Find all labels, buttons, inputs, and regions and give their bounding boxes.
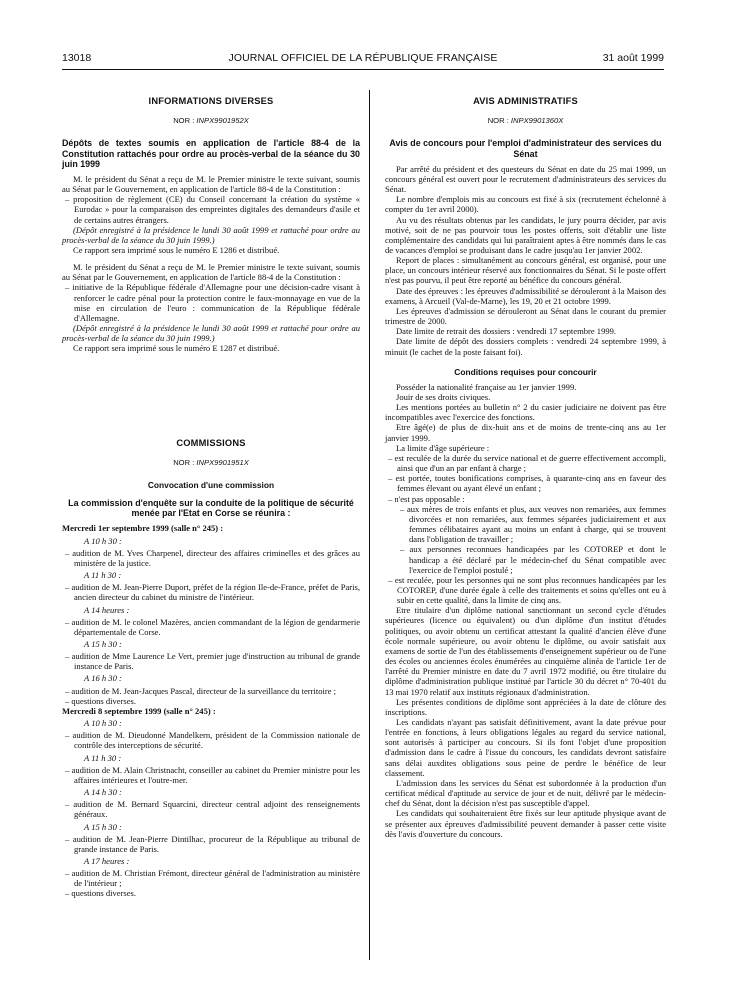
issue-date: 31 août 1999 — [602, 52, 664, 64]
left-column — [62, 96, 360, 899]
schedule-time: A 14 h 30 : — [84, 787, 122, 798]
schedule-item: – audition de M. Alain Christnacht, conseiller au cabinet du Premier ministre pour les affaires intérieures et l'outre-mer. — [65, 764, 360, 785]
schedule-item: – audition de M. Bernard Squarcini, directeur central adjoint des renseignements généraux. — [65, 799, 360, 820]
schedule-item: – audition de M. le colonel Mazères, ancien commandant de la légion de gendarmerie départementale de Corse. — [65, 616, 360, 637]
age-limit-item: – est portée, toutes bonifications comprises, à quarante-cinq ans en faveur des femmes élevant ou ayant élevé un enfant ; — [388, 473, 666, 494]
schedule-time: A 16 h 30 : — [84, 673, 122, 684]
journal-title: JOURNAL OFFICIEL DE LA RÉPUBLIQUE FRANÇAISE — [228, 52, 498, 64]
session-day: Mercredi 8 septembre 1999 (salle n° 245) : — [62, 705, 216, 716]
age-limit-item: – est reculée de la durée du service national et de guerre effectivement accompli, ainsi que d'un an par enfant à charge ; — [388, 452, 666, 474]
schedule-day-1 — [62, 536, 360, 706]
session-day: Mercredi 1er septembre 1999 (salle n° 245) : — [62, 523, 224, 534]
schedule-item: – audition de M. Jean-Jacques Pascal, directeur de la surveillance du territoire ; — [65, 685, 337, 696]
page-number: 13018 — [62, 52, 92, 64]
schedule-day-2 — [62, 718, 360, 899]
schedule-time: A 17 heures : — [84, 855, 130, 866]
right-column — [385, 96, 666, 839]
schedule-time: A 11 h 30 : — [84, 570, 122, 581]
schedule-item: – questions diverses. — [65, 888, 136, 899]
age-limit-subitem: – aux personnes reconnues handicapées par les COTOREP et dont le handicap a été déclaré par le médecin-chef du Sénat compatible avec l'exercice de l'emploi postulé ; — [400, 544, 666, 575]
section-title-avis: AVIS ADMINISTRATIFS — [473, 96, 578, 106]
paragraph: Report de places : simultanément au concours général, est organisé, pour une place, un concours intérieur réservé aux fonctionnaires du Sénat. Si le poste offert n'est pas pourvu, il peut être reporté au bénéfice du concours général. — [385, 255, 666, 286]
section-title-commissions: COMMISSIONS — [176, 437, 246, 448]
deposit-note: (Dépôt enregistré à la présidence le lundi 30 août 1999 et rattaché pour ordre au procès-verbal de la séance du 30 juin 1999.) — [62, 224, 360, 245]
schedule-item: – audition de M. Dieudonné Mandelkern, président de la Commission nationale de contrôle des interceptions de sécurité. — [65, 730, 360, 751]
condition: La limite d'âge supérieure : — [396, 442, 490, 453]
condition: Les mentions portées au bulletin n° 2 du casier judiciaire ne doivent pas être incompatibles avec l'exercice des fonctions. — [385, 402, 666, 423]
paragraph: Le nombre d'emplois mis au concours est fixé à six (recrutement échelonné à compter du 1er avril 2000). — [385, 194, 666, 215]
paragraph: Par arrêté du président et des questeurs du Sénat en date du 25 mai 1999, un concours général est ouvert pour le recrutement d'administrateurs des services du Sénat. — [385, 163, 666, 195]
schedule-time: A 11 h 30 : — [84, 752, 122, 763]
paragraph: Au vu des résultats obtenus par les candidats, le jury pourra décider, par avis motivé, soit de ne pas pourvoir tous les postes offerts, soit d'établir une liste complémentaire des candidats qui lui paraîtraient aptes à être nommés dans le cas de vacances d'emploi se produisant dans le cadre jusqu'au 1er janvier 2002. — [385, 214, 666, 255]
deposit-note: (Dépôt enregistré à la présidence le lundi 30 août 1999 et rattaché pour ordre au procès-verbal de la séance du 30 juin 1999.) — [62, 323, 360, 344]
schedule-item: – audition de M. Jean-Pierre Duport, préfet de la région Ile-de-France, préfet de Paris, ancien directeur du cabinet du ministre de l'intérieur. — [65, 582, 360, 603]
paragraph: M. le président du Sénat a reçu de M. le Premier ministre le texte suivant, soumis au Sénat par le Gouvernement, en application de l'article 88-4 de la Constitution : — [62, 173, 360, 195]
section-title-informations: INFORMATIONS DIVERSES — [148, 96, 274, 106]
schedule-time: A 10 h 30 : — [84, 535, 122, 546]
paragraph: Ce rapport sera imprimé sous le numéro E 1286 et distribué. — [73, 245, 280, 256]
paragraph: Date limite de dépôt des dossiers complets : vendredi 24 septembre 1999, à minuit (le cachet de la poste faisant foi). — [385, 336, 666, 357]
schedule-item: – audition de M. Jean-Pierre Dintilhac, procureur de la République au tribunal de grande instance de Paris. — [65, 833, 360, 854]
paragraph: Les présentes conditions de diplôme sont appréciées à la date de clôture des inscriptions. — [385, 696, 666, 717]
paragraph: Date limite de retrait des dossiers : vendredi 17 septembre 1999. — [396, 326, 617, 337]
condition: Etre âgé(e) de plus de dix-huit ans et de moins de trente-cinq ans au 1er janvier 1999. — [385, 422, 666, 443]
header-rule — [62, 69, 664, 70]
column-divider — [369, 90, 370, 960]
list-item: – initiative de la République fédérale d'Allemagne pour une décision-cadre visant à renforcer le cadre pénal pour la protection contre le faux-monnayage en vue de la mise en circulation de l'euro : communication de la République fédérale d'Allemagne. — [65, 282, 360, 323]
schedule-time: A 14 heures : — [84, 604, 130, 615]
age-limit-subitem: – aux mères de trois enfants et plus, aux veuves non remariées, aux femmes divorcées et non remariées, aux femmes séparées judiciairement et aux femmes célibataires ayant au moins un enfant à charge, qui se trouvent dans l'obligation de travailler ; — [400, 503, 666, 545]
condition: Jouir de ses droits civiques. — [396, 392, 491, 402]
paragraph: Etre titulaire d'un diplôme national sanctionnant un second cycle d'études supérieures (licence ou équivalent) ou d'un diplôme d'un institut d'études politiques, ou avoir obtenu un certificat attestant la qualité d'ancien élève d'une école normale supérieure, ou avoir obtenu le diplôme, ou avoir satisfait aux examens de sortie de l'un des établissements d'enseignement supérieur ou de l'une des écoles ou anciennes écoles énumérées au cinquième alinéa de l'article 1er de l'arrêté du Premier ministre en date du 7 avril 1972 modifié, ou être titulaire du diplôme d'administration publique institué par l'article 30 du décret n° 70-401 du 13 mai 1970 relatif aux instituts régionaux d'administration. — [385, 605, 666, 697]
page-header — [62, 52, 664, 66]
paragraph: Date des épreuves : les épreuves d'admissibilité se dérouleront à la Maison des examens, à Arcueil (Val-de-Marne), les 19, 20 et 21 octobre 1999. — [385, 285, 666, 306]
subsection-title: Convocation d'une commission — [147, 479, 275, 490]
schedule-item: – audition de Mme Laurence Le Vert, premier juge d'instruction au tribunal de grande instance de Paris. — [65, 651, 360, 672]
nor-reference: NOR : INPX9901952X — [173, 116, 249, 126]
schedule-time: A 15 h 30 : — [84, 821, 122, 832]
schedule-time: A 10 h 30 : — [84, 718, 122, 729]
paragraph: Les candidats n'ayant pas satisfait définitivement, avant la date prévue pour l'entrée en fonctions, à leurs obligations légales au regard du service national, sont autorisés à participer au concours. Si ils font l'objet d'une proposition d'admission dans le cadre à l'issue du concours, les candidats devront satisfaire sans délai auxdites obligations sous peine de perdre le bénéfice de leur classement. — [385, 717, 666, 778]
age-limit-item: – n'est pas opposable : — [388, 493, 465, 504]
nor-reference: NOR : INPX9901951X — [173, 457, 249, 467]
conditions-title: Conditions requises pour concourir — [454, 366, 597, 377]
commission-heading: La commission d'enquête sur la conduite de la politique de sécurité menée par l'Etat en Corse se réunira : — [68, 498, 354, 519]
schedule-item: – audition de M. Christian Frémont, directeur général de l'administration au ministère de l'intérieur ; — [65, 868, 360, 889]
paragraph: Ce rapport sera imprimé sous le numéro E 1287 et distribué. — [73, 343, 280, 354]
list-item: – proposition de règlement (CE) du Conseil concernant la création du système « Eurodac » pour la comparaison des empreintes digitales des demandeurs d'asile et de certains autres étrangers. — [65, 194, 360, 225]
schedule-item: – audition de M. Yves Charpenel, directeur des affaires criminelles et des grâces au ministère de la justice. — [65, 547, 360, 568]
condition: Posséder la nationalité française au 1er janvier 1999. — [396, 381, 577, 392]
paragraph: M. le président du Sénat a reçu de M. le Premier ministre le texte suivant, soumis au Sénat par le Gouvernement, en application de l'article 88-4 de la Constitution : — [62, 262, 360, 283]
nor-reference: NOR : INPX9901360X — [487, 116, 564, 126]
article-heading: Dépôts de textes soumis en application de l'article 88-4 de la Constitution rattachés pour ordre au procès-verbal de la séance du 30 juin 1999 — [62, 138, 360, 169]
paragraph: Les candidats qui souhaiteraient être fixés sur leur aptitude physique avant de se présenter aux épreuves d'admissibilité peuvent demander à passer cette visite dès l'avis d'ouverture du concours. — [385, 808, 666, 839]
notice-heading: Avis de concours pour l'emploi d'administrateur des services du Sénat — [389, 138, 662, 159]
schedule-time: A 15 h 30 : — [84, 639, 122, 650]
paragraph: Les épreuves d'admission se dérouleront au Sénat dans le courant du premier trimestre de 2000. — [385, 305, 666, 327]
schedule-item: – questions diverses. — [65, 695, 136, 706]
age-limit-item: – est reculée, pour les personnes qui ne sont plus reconnues handicapées par les COTOREP, d'une durée égale à celle des traitements et soins qu'elles ont eu à subir en cette qualité, dans la limite de cinq ans. — [388, 574, 666, 606]
paragraph: L'admission dans les services du Sénat est subordonnée à la production d'un certificat médical d'aptitude au service de jour et de nuit, délivré par le médecin-chef du Sénat, dont la décision n'est pas susceptible d'appel. — [385, 777, 666, 809]
